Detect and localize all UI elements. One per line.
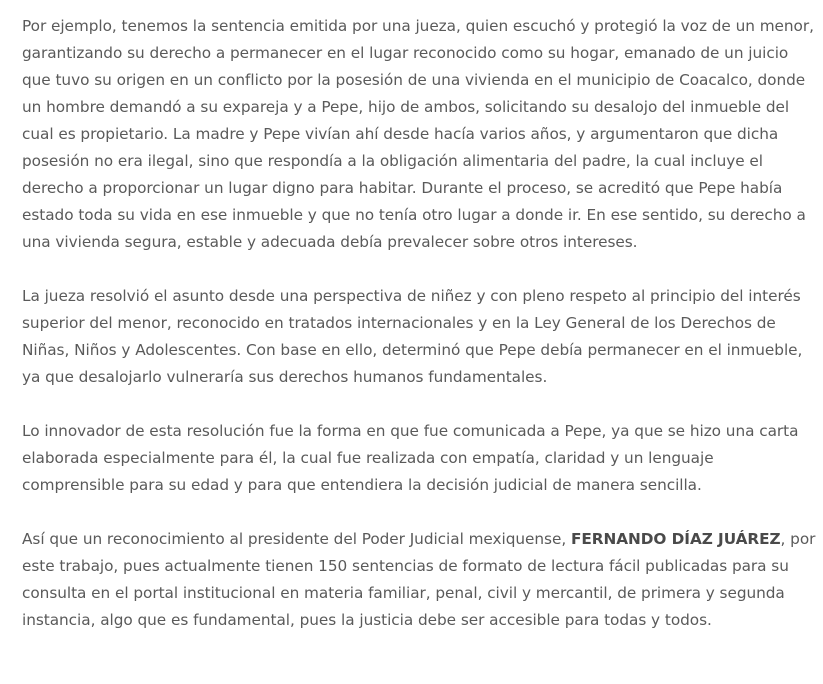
recognition-text-start: Así que un reconocimiento al presidente del Poder Judicial mexiquense, [22, 530, 571, 548]
recognition-text-end: , por este trabajo, pues actualmente tienen 150 sentencias de formato de lectura fácil publicadas para su consulta en el portal institucional en materia familiar, penal, civil y mercantil, de primera y segunda instancia, algo que es fundamental, pues la justicia debe ser accesible para todas y todos. [22, 530, 816, 629]
president-name: FERNANDO DÍAZ JUÁREZ [570, 530, 781, 548]
article-body [22, 13, 818, 634]
paragraph-case-example: Por ejemplo, tenemos la sentencia emitida por una jueza, quien escuchó y protegió la voz de un menor, garantizando su derecho a permanecer en el lugar reconocido como su hogar, emanado de un juicio que tuvo su origen en un conflicto por la posesión de una vivienda en el municipio de Coacalco, donde un hombre demandó a su expareja y a Pepe, hijo de ambos, solicitando su desalojo del inmueble del cual es propietario. La madre y Pepe vivían ahí desde hacía varios años, y argumentaron que dicha posesión no era ilegal, sino que respondía a la obligación alimentaria del padre, la cual incluye el derecho a proporcionar un lugar digno para habitar. Durante el proceso, se acreditó que Pepe había estado toda su vida en ese inmueble y que no tenía otro lugar a donde ir. En ese sentido, su derecho a una vivienda segura, estable y adecuada debía prevalecer sobre otros intereses. [22, 17, 814, 251]
paragraph-judge-resolution: La jueza resolvió el asunto desde una perspectiva de niñez y con pleno respeto al principio del interés superior del menor, reconocido en tratados internacionales y en la Ley General de los Derechos de Niñas, Niños y Adolescentes. Con base en ello, determinó que Pepe debía permanecer en el inmueble, ya que desalojarlo vulneraría sus derechos humanos fundamentales. [22, 287, 803, 386]
paragraph-innovation-letter: Lo innovador de esta resolución fue la forma en que fue comunicada a Pepe, ya que se hizo una carta elaborada especialmente para él, la cual fue realizada con empatía, claridad y un lenguaje comprensible para su edad y para que entendiera la decisión judicial de manera sencilla. [22, 422, 799, 494]
paragraph-recognition [22, 526, 818, 634]
